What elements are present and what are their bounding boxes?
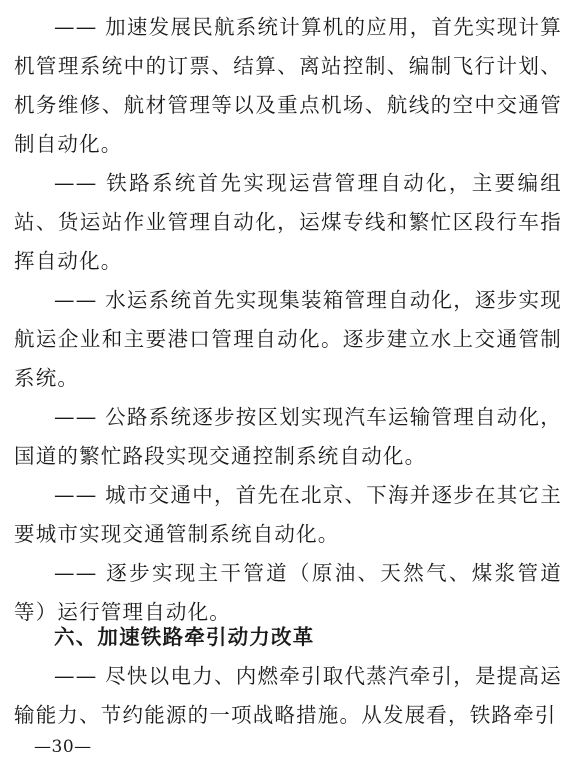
paragraph-traction: —— 尽快以电力、内燃牵引取代蒸汽牵引，是提高运输能力、节约能源的一项战略措施。从发展看，铁路牵引 [14,664,562,727]
paragraph-civil-aviation: —— 加速发展民航系统计算机的应用，首先实现计算机管理系统中的订票、结算、离站控制、编制飞行计划、机务维修、航材管理等以及重点机场、航线的空中交通管制自动化。 [14,15,562,156]
page-number: —30— [34,737,92,757]
paragraph-pipeline: —— 逐步实现主干管道（原油、天然气、煤浆管道等）运行管理自动化。 [14,561,562,624]
paragraph-urban-traffic: —— 城市交通中，首先在北京、下海并逐步在其它主要城市实现交通管制系统自动化。 [14,483,562,546]
paragraph-water-transport: —— 水运系统首先实现集装箱管理自动化，逐步实现航运企业和主要港口管理自动化。逐步建立水上交通管制系统。 [14,288,562,390]
section-heading: 六、加速铁路牵引动力改革 [54,625,315,649]
paragraph-highway: —— 公路系统逐步按区划实现汽车运输管理自动化，国道的繁忙路段实现交通控制系统自动化。 [14,405,562,468]
paragraph-railway: —— 铁路系统首先实现运营管理自动化，主要编组站、货运站作业管理自动化，运煤专线和繁忙区段行车指挥自动化。 [14,171,562,273]
